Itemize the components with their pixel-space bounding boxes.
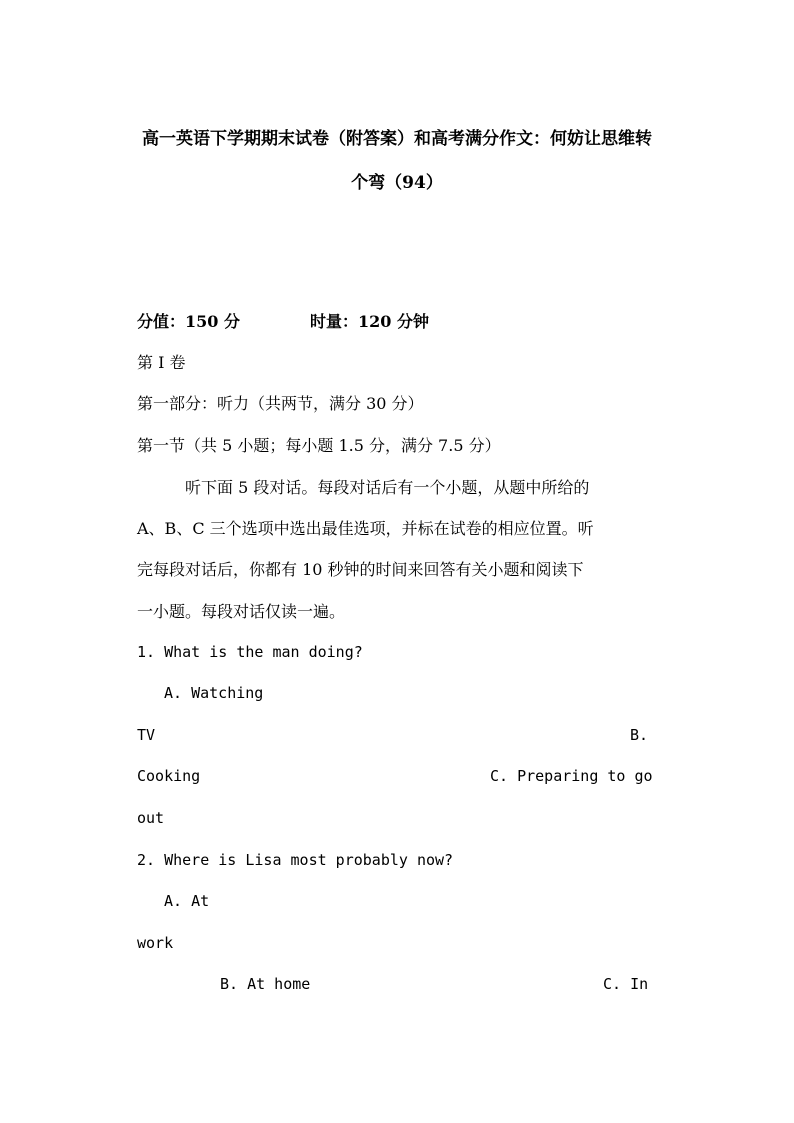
score-text: 分值：150 分 <box>137 312 240 331</box>
question-option-c-continued: out <box>137 809 165 827</box>
question-option-b-text: Cooking <box>137 767 201 785</box>
question-stem: 2. Where is Lisa most probably now? <box>137 851 454 869</box>
document-title-line-1: 高一英语下学期期末试卷（附答案）和高考满分作文：何妨让思维转 <box>142 129 652 149</box>
instruction-line: 听下面 5 段对话。每段对话后有一个小题，从题中所给的 <box>185 478 590 497</box>
question-option-c: C. Preparing to go <box>490 767 653 785</box>
question-option-a: A. Watching <box>164 684 264 702</box>
question-option-a: A. At <box>164 892 210 910</box>
instruction-line: 完每段对话后，你都有 10 秒钟的时间来回答有关小题和阅读下 <box>137 560 584 579</box>
question-option-b-label: B. <box>630 726 649 744</box>
time-text: 时量：120 分钟 <box>310 312 429 331</box>
question-option-a-continued: TV <box>137 726 156 744</box>
question-option-a-continued: work <box>137 934 174 952</box>
question-stem: 1. What is the man doing? <box>137 643 363 661</box>
question-option-b: B. At home <box>220 975 311 993</box>
question-option-c: C. In <box>603 975 649 993</box>
instruction-line: 一小题。每段对话仅读一遍。 <box>137 602 346 621</box>
section-heading: 第一节（共 5 小题；每小题 1.5 分，满分 7.5 分） <box>137 436 501 455</box>
instruction-line: A、B、C 三个选项中选出最佳选项，并标在试卷的相应位置。听 <box>137 519 594 538</box>
volume-heading: 第 I 卷 <box>137 353 186 372</box>
part-heading: 第一部分：听力（共两节，满分 30 分） <box>137 394 424 413</box>
document-title-line-2: 个弯（94） <box>351 173 443 193</box>
